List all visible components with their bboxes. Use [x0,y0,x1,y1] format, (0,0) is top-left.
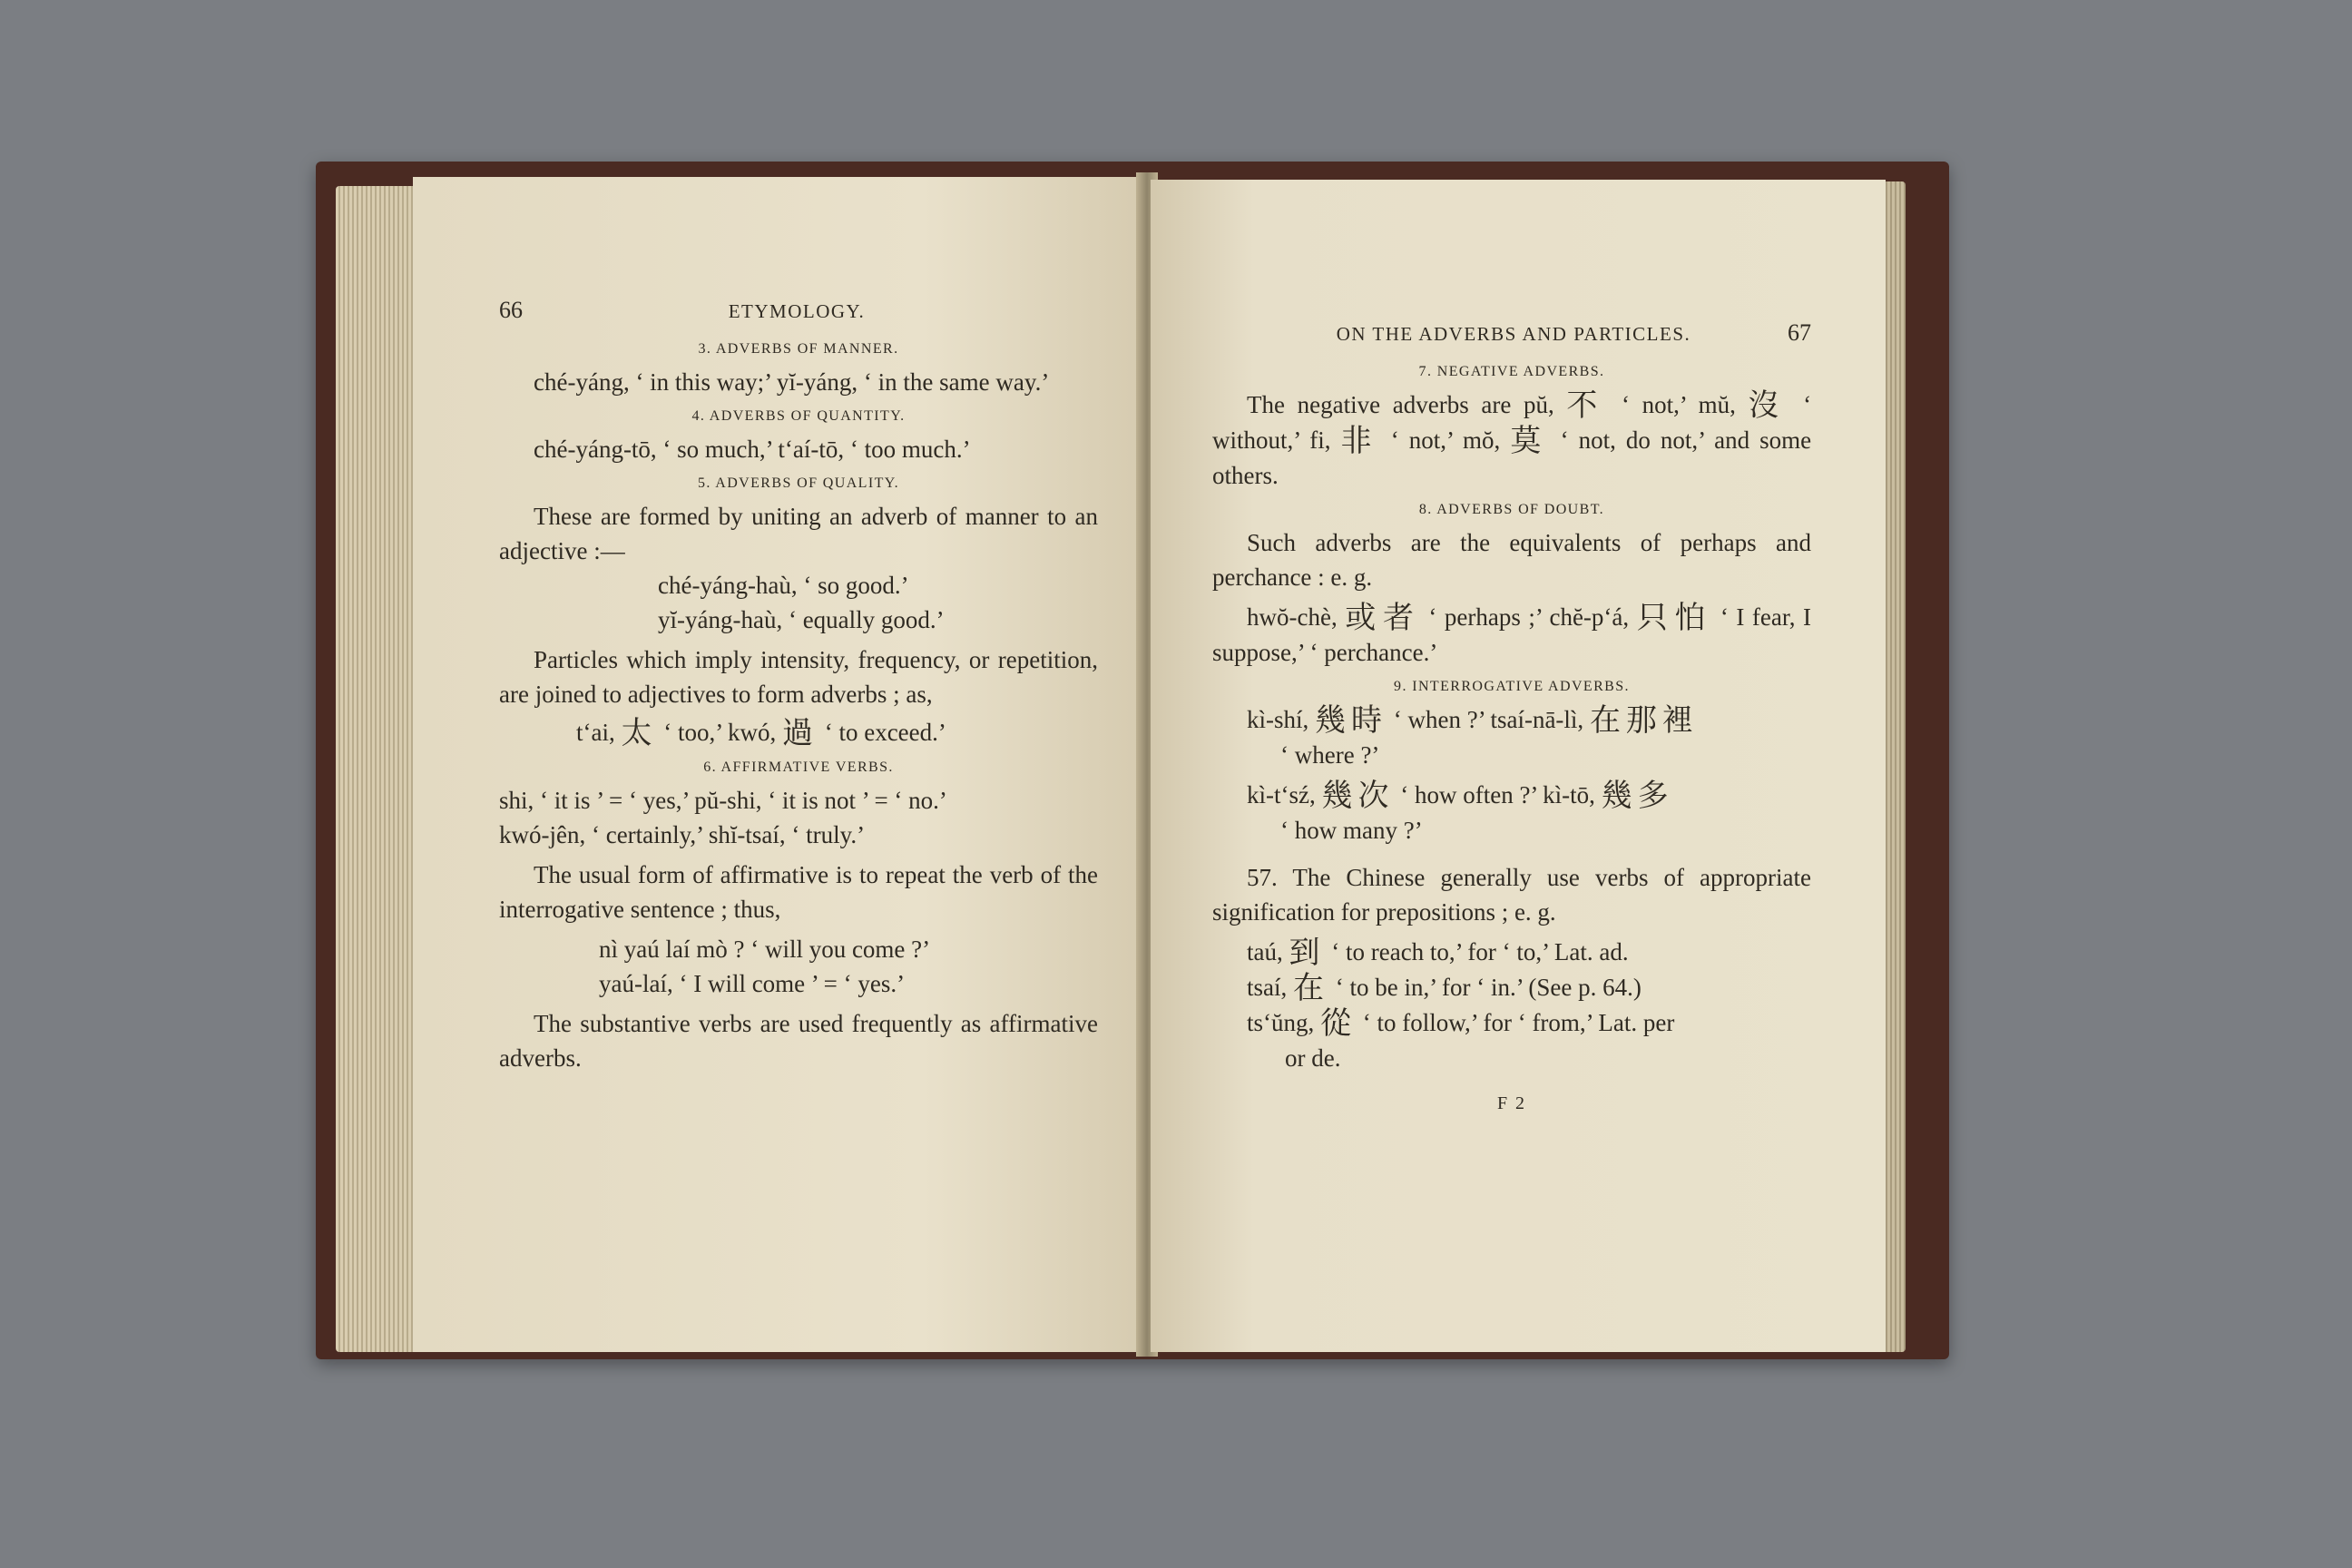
text: ‘ not,’ mŭ, [1622,391,1736,418]
gloss: or de. [1285,1044,1341,1072]
chinese-characters: 在 [1293,970,1329,1006]
paragraph: Particles which imply intensity, frequency, or repetition, are joined to adjectives to form adverbs ; as, [499,646,1098,708]
paragraph: 57. The Chinese generally use verbs of appropriate signification for prepositions ; e. g. [1212,864,1811,926]
example-line: ché-yáng-tō, ‘ so much,’ t‘aí-tō, ‘ too much.’ [534,436,971,463]
example-line: ché-yáng, ‘ in this way;’ yĭ-yáng, ‘ in the same way.’ [534,368,1050,396]
section-heading: 7. NEGATIVE ADVERBS. [1418,364,1605,379]
example-line: nì yaú laí mò ? ‘ will you come ?’ [599,936,931,963]
chinese-characters: 不 [1566,387,1610,424]
gloss: ‘ I fear, I suppose,’ ‘ perchance.’ [1212,603,1812,666]
section-heading: 5. ADVERBS OF QUALITY. [697,475,900,491]
chinese-characters: 在那裡 [1589,702,1699,739]
example-line: yaú-laí, ‘ I will come ’ = ‘ yes.’ [599,970,906,997]
chinese-characters: 莫 [1510,423,1551,459]
romanization: kì-shí, [1247,706,1309,733]
gloss: ‘ where ?’ [1280,741,1380,769]
chinese-characters: 只怕 [1636,600,1713,636]
gloss: ‘ to be in,’ for ‘ in.’ (See p. 64.) [1335,974,1642,1001]
paragraph: These are formed by uniting an adverb of manner to an adjective :— [499,503,1098,564]
left-page-text [499,293,1098,1075]
section-heading: 6. AFFIRMATIVE VERBS. [703,760,894,775]
gloss: ‘ perhaps ;’ chĕ-p‘á, [1428,603,1630,631]
running-title: ETYMOLOGY. [728,300,866,322]
right-running-head [1212,316,1811,351]
gloss: ‘ to reach to,’ for ‘ to,’ Lat. ad. [1331,938,1629,965]
romanization: kì-t‘sź, [1247,781,1316,808]
gloss: ‘ to follow,’ for ‘ from,’ Lat. per [1362,1009,1675,1036]
section-heading: 4. ADVERBS OF QUANTITY. [691,408,906,424]
paragraph [1212,600,1811,670]
example-line: shi, ‘ it is ’ = ‘ yes,’ pŭ-shi, ‘ it is not ’ = ‘ no.’ [499,787,947,814]
romanization: tsaí, [1247,974,1288,1001]
gloss: ‘ how many ?’ [1280,817,1423,844]
romanization: hwŏ-chè, [1247,603,1338,631]
running-title: ON THE ADVERBS AND PARTICLES. [1336,323,1691,345]
paragraph: Such adverbs are the equivalents of perhaps and perchance : e. g. [1212,529,1811,591]
chinese-characters: 過 [781,715,818,751]
chinese-characters: 沒 [1748,387,1791,424]
section-heading: 3. ADVERBS OF MANNER. [698,341,899,357]
example-line: yĭ-yáng-haù, ‘ equally good.’ [658,606,945,633]
paragraph: The usual form of affirmative is to repeat the verb of the interrogative sentence ; thus, [499,861,1098,923]
left-running-head [499,293,1098,328]
section-heading: 8. ADVERBS OF DOUBT. [1418,502,1605,517]
romanization: ts‘ŭng, [1247,1009,1315,1036]
signature-mark: F 2 [1496,1093,1527,1113]
example-line: ché-yáng-haù, ‘ so good.’ [658,572,909,599]
chinese-characters: 到 [1289,935,1326,971]
gloss: ‘ to exceed.’ [824,719,946,746]
chinese-characters: 幾次 [1321,778,1395,814]
paragraph: The substantive verbs are used frequently as affirmative adverbs. [499,1010,1098,1072]
example-line [1212,1005,1811,1041]
text: ‘ without,’ fi, [1212,391,1812,454]
page-number: 67 [1787,319,1811,346]
right-page-text [1212,316,1811,1121]
page-number: 66 [499,297,523,323]
example-line: kwó-jên, ‘ certainly,’ shĭ-tsaí, ‘ truly.’ [499,821,866,848]
example-line [499,715,1098,750]
example-line [1212,935,1811,970]
chinese-characters: 或者 [1345,600,1421,636]
gloss: ‘ when ?’ tsaí-nā-lì, [1393,706,1584,733]
text: The negative adverbs are pŭ, [1247,391,1554,418]
chinese-characters: 幾時 [1315,702,1388,739]
text: ‘ not,’ mŏ, [1390,426,1501,454]
right-page [1151,180,1886,1352]
paragraph [1212,702,1811,738]
left-page [413,177,1143,1352]
paragraph [1212,387,1811,493]
romanization: t‘ai, [576,719,615,746]
example-line [1212,970,1811,1005]
gloss: ‘ how often ?’ kì-tō, [1400,781,1595,808]
romanization: taú, [1247,938,1283,965]
chinese-characters: 太 [621,715,658,751]
chinese-characters: 幾多 [1601,778,1674,814]
chinese-characters: 非 [1340,423,1381,459]
section-heading: 9. INTERROGATIVE ADVERBS. [1394,679,1630,694]
paragraph [1212,778,1811,813]
gloss: ‘ too,’ kwó, [663,719,777,746]
text: ‘ not, do not,’ and some others. [1212,426,1812,489]
chinese-characters: 從 [1320,1005,1357,1042]
